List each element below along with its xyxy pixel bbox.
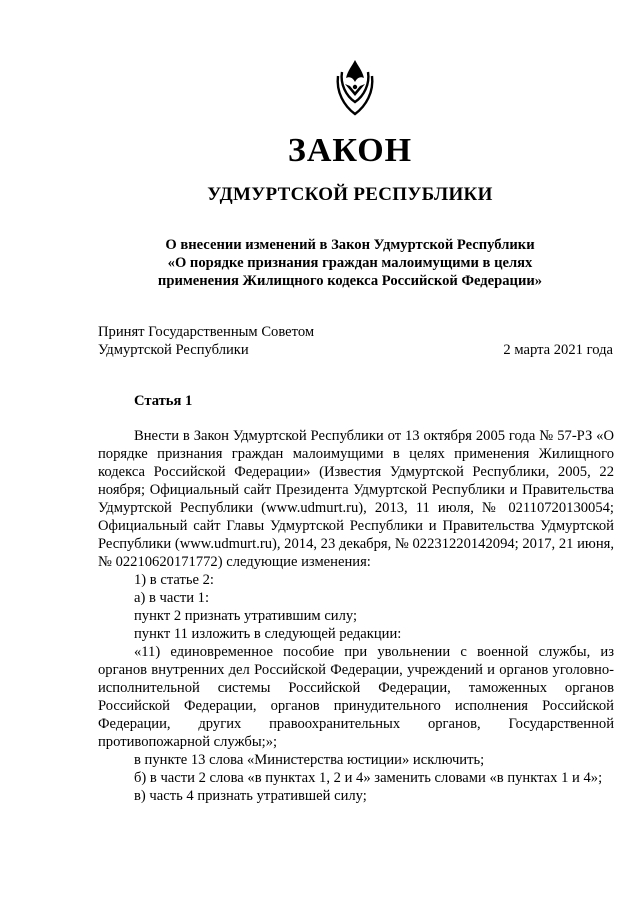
list-item: в пункте 13 слова «Министерства юстиции» исключить; bbox=[134, 752, 485, 768]
list-item: в) часть 4 признать утратившей силу; bbox=[134, 788, 367, 804]
adopted-by-line: Принят Государственным Советом bbox=[98, 324, 315, 340]
subtitle-line: применения Жилищного кодекса Российской Федерации» bbox=[157, 273, 543, 289]
republic-title: УДМУРТСКОЙ РЕСПУБЛИКИ bbox=[207, 184, 493, 205]
list-item: «11) единовременное пособие при увольнении с военной службы, из органов внутренних дел Российской Федерации, учреждений и органов уголовно-исполнительной системы Российской Федерации, таможенных органов Российской Федерации, органов принудительного исполнения Российской Федерации, других правоохранительных органов, Государственной противопожарной службы;»; bbox=[98, 644, 614, 750]
list-item: 1) в статье 2: bbox=[134, 572, 214, 588]
udmurt-emblem-icon bbox=[330, 56, 380, 118]
adoption-block bbox=[98, 323, 613, 359]
adopted-by-line: Удмуртской Республики bbox=[98, 342, 249, 358]
subtitle-line: О внесении изменений в Закон Удмуртской Республики bbox=[165, 237, 535, 253]
subtitle-line: «О порядке признания граждан малоимущими в целях bbox=[167, 255, 533, 271]
adoption-date: 2 марта 2021 года bbox=[503, 342, 613, 358]
law-title: ЗАКОН bbox=[287, 132, 413, 169]
law-subtitle bbox=[100, 236, 600, 290]
article-body bbox=[98, 427, 614, 805]
list-item: б) в части 2 слова «в пунктах 1, 2 и 4» заменить словами «в пунктах 1 и 4»; bbox=[134, 770, 603, 786]
article-intro: Внести в Закон Удмуртской Республики от 13 октября 2005 года № 57-РЗ «О порядке признания граждан малоимущими в целях применения Жилищного кодекса Российской Федерации» (Известия Удмуртской Республики, 2005, 22 ноября; Официальный сайт Президента Удмуртской Республики и Правительства Удмуртской Республики (www.udmurt.ru), 2013, 11 июля, № 02110720130054; Официальный сайт Главы Удмуртской Республики и Правительства Удмуртской Республики (www.udmurt.ru), 2014, 23 декабря, № 02231220142094; 2017, 21 июня, № 02210620171772) следующие изменения: bbox=[98, 428, 614, 570]
list-item: пункт 2 признать утратившим силу; bbox=[134, 608, 358, 624]
list-item: пункт 11 изложить в следующей редакции: bbox=[134, 626, 402, 642]
list-item: а) в части 1: bbox=[134, 590, 210, 606]
article-heading: Статья 1 bbox=[134, 393, 193, 409]
